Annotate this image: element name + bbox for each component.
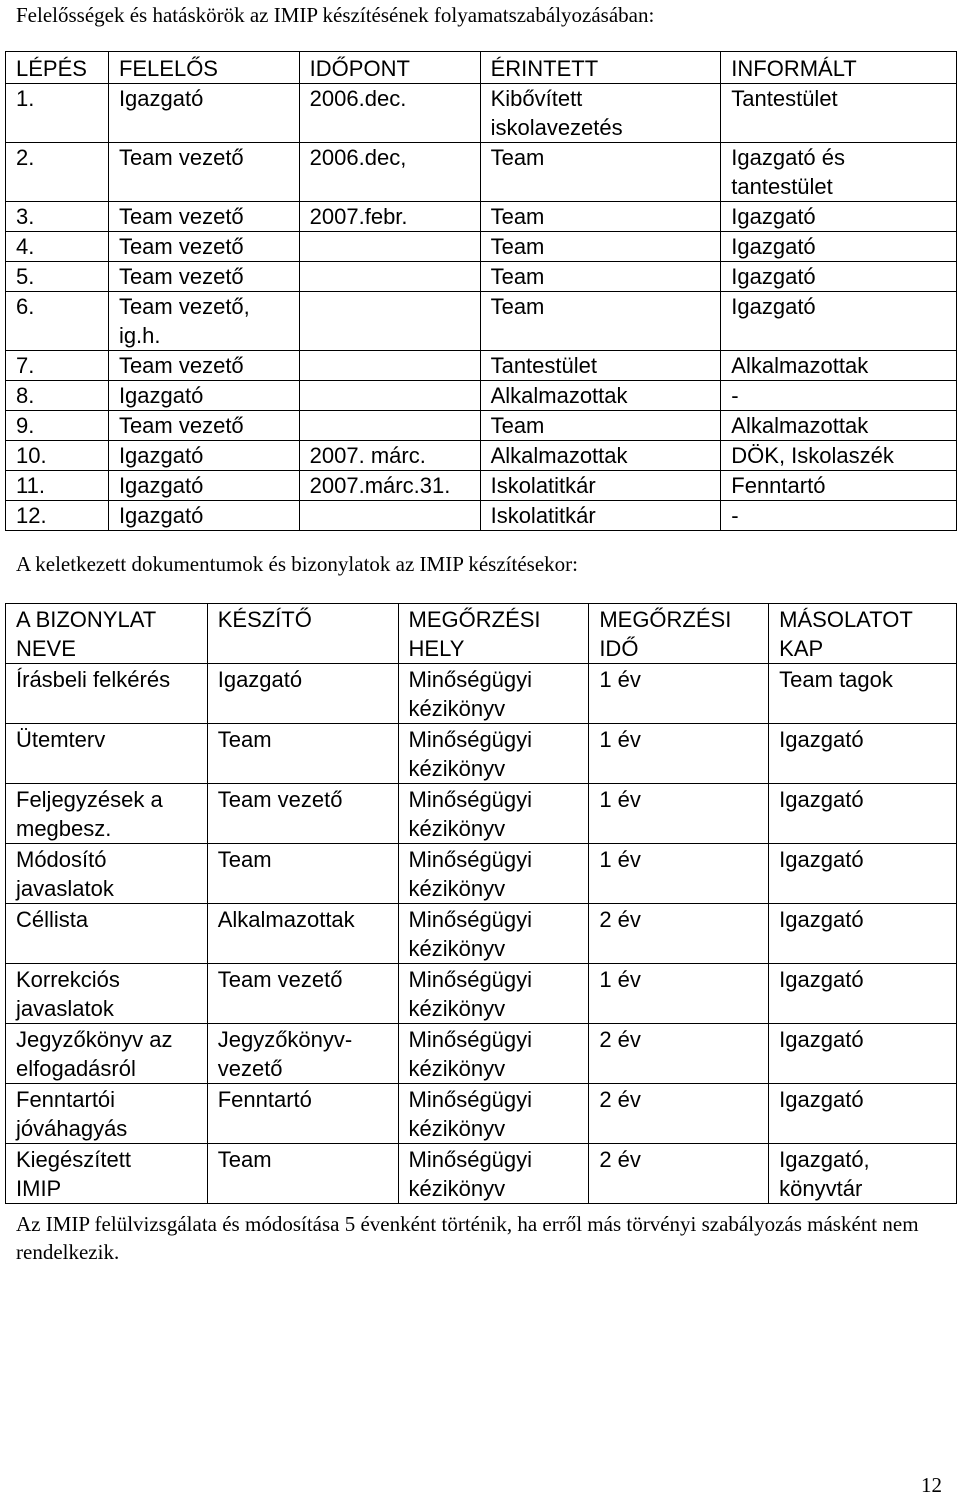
table-row [6,724,957,784]
column-header: IDŐPONT [299,52,480,84]
table-row [6,143,957,202]
documents-heading: A keletkezett dokumentumok és bizonylatok az IMIP készítésekor: [16,552,578,576]
table-cell: 8. [6,381,109,411]
table-cell: 3. [6,202,109,232]
table-cell: Igazgató, könyvtár [769,1144,957,1204]
table-cell: Igazgató [108,381,299,411]
table-cell: Minőségügyi kézikönyv [398,904,589,964]
table-cell: Fenntartó [207,1084,398,1144]
table-cell: Minőségügyi kézikönyv [398,1024,589,1084]
table-cell: Team [480,411,721,441]
table-cell [299,262,480,292]
table-cell: Alkalmazottak [721,351,957,381]
table-cell: 1 év [589,844,769,904]
table-cell: Team vezető, ig.h. [108,292,299,351]
table-cell: Minőségügyi kézikönyv [398,844,589,904]
table-cell: 1 év [589,784,769,844]
column-header: A BIZONYLAT NEVE [6,604,208,664]
table-row [6,202,957,232]
column-header: ÉRINTETT [480,52,721,84]
table-cell: Korrekciós javaslatok [6,964,208,1024]
column-header: LÉPÉS [6,52,109,84]
table-cell: 2006.dec. [299,84,480,143]
table-cell: Iskolatitkár [480,501,721,531]
table-cell: Team [480,143,721,202]
table-cell: Módosító javaslatok [6,844,208,904]
table-cell: 6. [6,292,109,351]
table-cell: 1 év [589,964,769,1024]
table-cell: Igazgató [108,84,299,143]
table-cell: Igazgató [769,964,957,1024]
table-cell: Igazgató [207,664,398,724]
table-cell [299,501,480,531]
table-cell: 2 év [589,1084,769,1144]
table-row [6,471,957,501]
column-header: MEGŐRZÉSI IDŐ [589,604,769,664]
table-cell: 2007. márc. [299,441,480,471]
table-cell: 1. [6,84,109,143]
table-cell: Team [207,844,398,904]
header-row [6,52,957,84]
table-row [6,441,957,471]
table-row [6,501,957,531]
table-cell: Team vezető [108,262,299,292]
table-cell [299,351,480,381]
table-cell: Team vezető [108,202,299,232]
table-row [6,1144,957,1204]
table-cell: Team vezető [207,784,398,844]
table-cell: Igazgató [108,501,299,531]
responsibilities-table [5,51,957,531]
table-row [6,262,957,292]
table-cell: 1 év [589,664,769,724]
table-cell: Minőségügyi kézikönyv [398,1084,589,1144]
table-cell: 2007.febr. [299,202,480,232]
table-cell: Jegyzőkönyv az elfogadásról [6,1024,208,1084]
table-cell: 1 év [589,724,769,784]
table-cell: - [721,381,957,411]
table-cell: Team [207,1144,398,1204]
table-cell: Minőségügyi kézikönyv [398,1144,589,1204]
table-cell: Igazgató [721,292,957,351]
table-cell: Team [480,262,721,292]
table-cell: Alkalmazottak [207,904,398,964]
table-cell: 11. [6,471,109,501]
table-cell: Alkalmazottak [480,381,721,411]
table-row [6,664,957,724]
table-cell: Tantestület [721,84,957,143]
table-cell [299,411,480,441]
table-cell [299,381,480,411]
table-cell: Ütemterv [6,724,208,784]
table-cell: 12. [6,501,109,531]
table-cell: 9. [6,411,109,441]
table-row [6,411,957,441]
table-cell: 5. [6,262,109,292]
table-cell: 2 év [589,904,769,964]
table-cell: Igazgató [769,1084,957,1144]
table-cell: Team vezető [108,143,299,202]
table-cell: - [721,501,957,531]
documents-table [5,603,957,1204]
table-cell: Jegyzőkönyv- vezető [207,1024,398,1084]
table-row [6,844,957,904]
table-cell [299,292,480,351]
table-row [6,904,957,964]
table-cell: Igazgató [721,202,957,232]
table-cell: Igazgató [721,262,957,292]
column-header: MÁSOLATOT KAP [769,604,957,664]
table-row [6,381,957,411]
responsibilities-heading: Felelősségek és hatáskörök az IMIP készítésének folyamatszabályozásában: [16,3,655,27]
table-cell: Kibővített iskolavezetés [480,84,721,143]
table-cell: Team vezető [108,232,299,262]
table-cell: Alkalmazottak [721,411,957,441]
table-cell: Feljegyzések a megbesz. [6,784,208,844]
table-cell: Igazgató [721,232,957,262]
page-number: 12 [921,1473,942,1497]
table-cell: Team vezető [108,351,299,381]
column-header: INFORMÁLT [721,52,957,84]
table-cell: Kiegészített IMIP [6,1144,208,1204]
table-cell: Igazgató [769,904,957,964]
table-row [6,232,957,262]
table-row [6,1024,957,1084]
revision-note: Az IMIP felülvizsgálata és módosítása 5 évenként történik, ha erről más törvényi szabályozás másként nem rendelkezik. [16,1212,919,1264]
table-cell: Iskolatitkár [480,471,721,501]
table-cell: 2 év [589,1024,769,1084]
table-cell: Igazgató és tantestület [721,143,957,202]
table-row [6,292,957,351]
table-cell: Fenntartó [721,471,957,501]
table-cell: Team [480,292,721,351]
table-cell: Team vezető [207,964,398,1024]
header-row [6,604,957,664]
table-cell: 2. [6,143,109,202]
table-cell: 10. [6,441,109,471]
table-cell: Team vezető [108,411,299,441]
table-cell: DÖK, Iskolaszék [721,441,957,471]
table-cell: 2007.márc.31. [299,471,480,501]
table-cell: Igazgató [108,441,299,471]
column-header: MEGŐRZÉSI HELY [398,604,589,664]
table-cell: Igazgató [769,724,957,784]
table-cell: Igazgató [769,784,957,844]
table-cell: 2006.dec, [299,143,480,202]
table-cell: Minőségügyi kézikönyv [398,964,589,1024]
table-cell: Team [480,202,721,232]
column-header: FELELŐS [108,52,299,84]
table-row [6,784,957,844]
table-row [6,351,957,381]
table-cell: Írásbeli felkérés [6,664,208,724]
table-cell: Céllista [6,904,208,964]
table-cell: Igazgató [108,471,299,501]
table-row [6,964,957,1024]
table-cell: Igazgató [769,844,957,904]
table-row [6,1084,957,1144]
table-cell [299,232,480,262]
table-cell: Igazgató [769,1024,957,1084]
table-cell: 4. [6,232,109,262]
table-cell: Team [207,724,398,784]
table-cell: Team tagok [769,664,957,724]
table-cell: 7. [6,351,109,381]
table-cell: Fenntartói jóváhagyás [6,1084,208,1144]
table-cell: Minőségügyi kézikönyv [398,784,589,844]
column-header: KÉSZÍTŐ [207,604,398,664]
table-cell: Team [480,232,721,262]
table-cell: Alkalmazottak [480,441,721,471]
table-cell: 2 év [589,1144,769,1204]
table-cell: Minőségügyi kézikönyv [398,724,589,784]
table-row [6,84,957,143]
table-cell: Minőségügyi kézikönyv [398,664,589,724]
table-cell: Tantestület [480,351,721,381]
